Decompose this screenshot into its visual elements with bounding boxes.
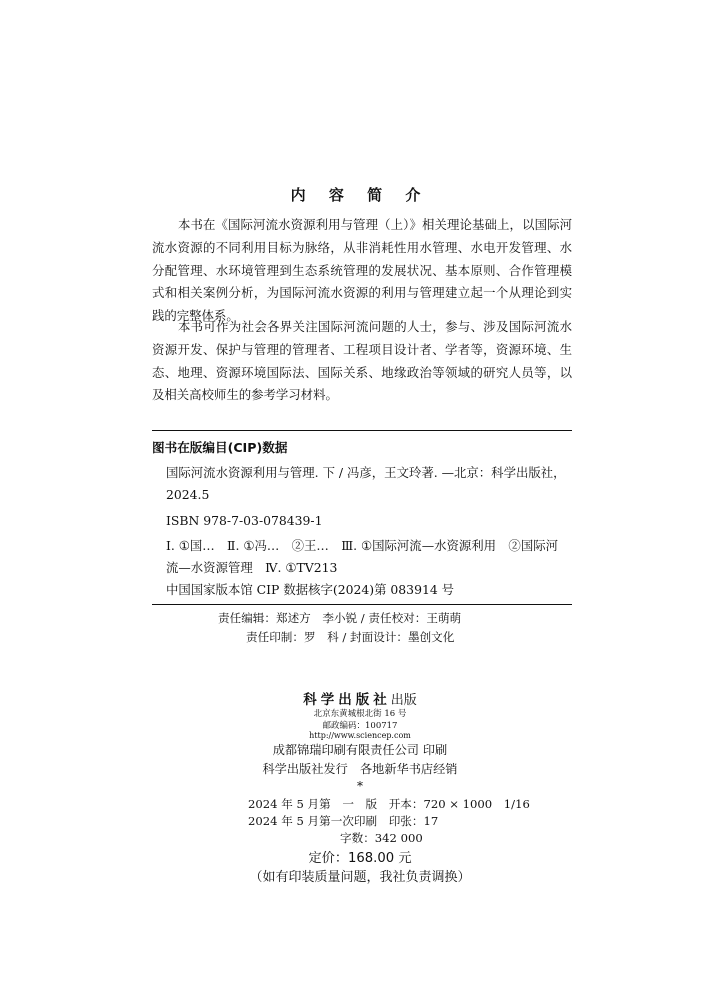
- publisher-line: [0, 688, 720, 708]
- summary-heading: 内 容 简 介: [290, 186, 430, 204]
- cip-heading: 图书在版编目(CIP)数据: [152, 440, 288, 455]
- cip-record: 国际河流水资源利用与管理. 下 / 冯彦，王文玲著. —北京：科学出版社，2024.5: [166, 465, 566, 502]
- printer-line: 成都锦瑞印刷有限责任公司 印刷: [272, 743, 448, 757]
- summary-paragraph-1: 本书在《国际河流水资源利用与管理（上）》相关理论基础上，以国际河流水资源的不同利用目标为脉络，从非消耗性用水管理、水电开发管理、水分配管理、水环境管理到生态系统管理的发展状况、基本原则、合作管理模式和相关案例分析，为国际河流水资源的利用与管理建立起一个从理论到实践的完整体系。: [152, 217, 572, 324]
- asterisk-divider: *: [357, 779, 363, 793]
- staff-editors: 责任编辑：郑述方 李小锐 / 责任校对：王萌萌: [218, 611, 462, 625]
- cip-bottom-rule: [152, 604, 572, 605]
- edition-line: 2024 年 5 月第 一 版 开本：720 × 1000 1/16: [248, 797, 530, 811]
- price-line: 定价：168.00 元: [308, 851, 412, 866]
- staff-production: 责任印制：罗 科 / 封面设计：墨创文化: [246, 630, 455, 644]
- word-count-line: 字数：342 000: [340, 831, 423, 845]
- publisher-address: 北京东黄城根北街 16 号: [313, 709, 407, 719]
- cip-top-rule: [152, 430, 572, 431]
- distribution-line: 科学出版社发行 各地新华书店经销: [262, 762, 458, 776]
- cip-classification: Ⅰ. ①国… Ⅱ. ①冯… ②王… Ⅲ. ①国际河流—水资源利用 ②国际河流—水资源管理 Ⅳ. ①TV213: [166, 538, 558, 575]
- publisher-suffix: 出版: [390, 693, 417, 708]
- printing-line: 2024 年 5 月第一次印刷 印张：17: [248, 814, 439, 828]
- publisher-url: http://www.sciencep.com: [309, 731, 411, 740]
- quality-notice: （如有印装质量问题，我社负责调换）: [249, 870, 471, 885]
- publisher-postcode: 邮政编码：100717: [322, 721, 398, 731]
- publisher-name: 科学出版社: [303, 692, 391, 708]
- cip-number: 中国国家版本馆 CIP 数据核字(2024)第 083914 号: [166, 582, 455, 597]
- cip-isbn: ISBN 978-7-03-078439-1: [166, 513, 323, 528]
- summary-paragraph-2: 本书可作为社会各界关注国际河流问题的人士，参与、涉及国际河流水资源开发、保护与管理的管理者、工程项目设计者、学者等，资源环境、生态、地理、资源环境国际法、国际关系、地缘政治等领域的研究人员等，以及相关高校师生的参考学习材料。: [152, 319, 572, 403]
